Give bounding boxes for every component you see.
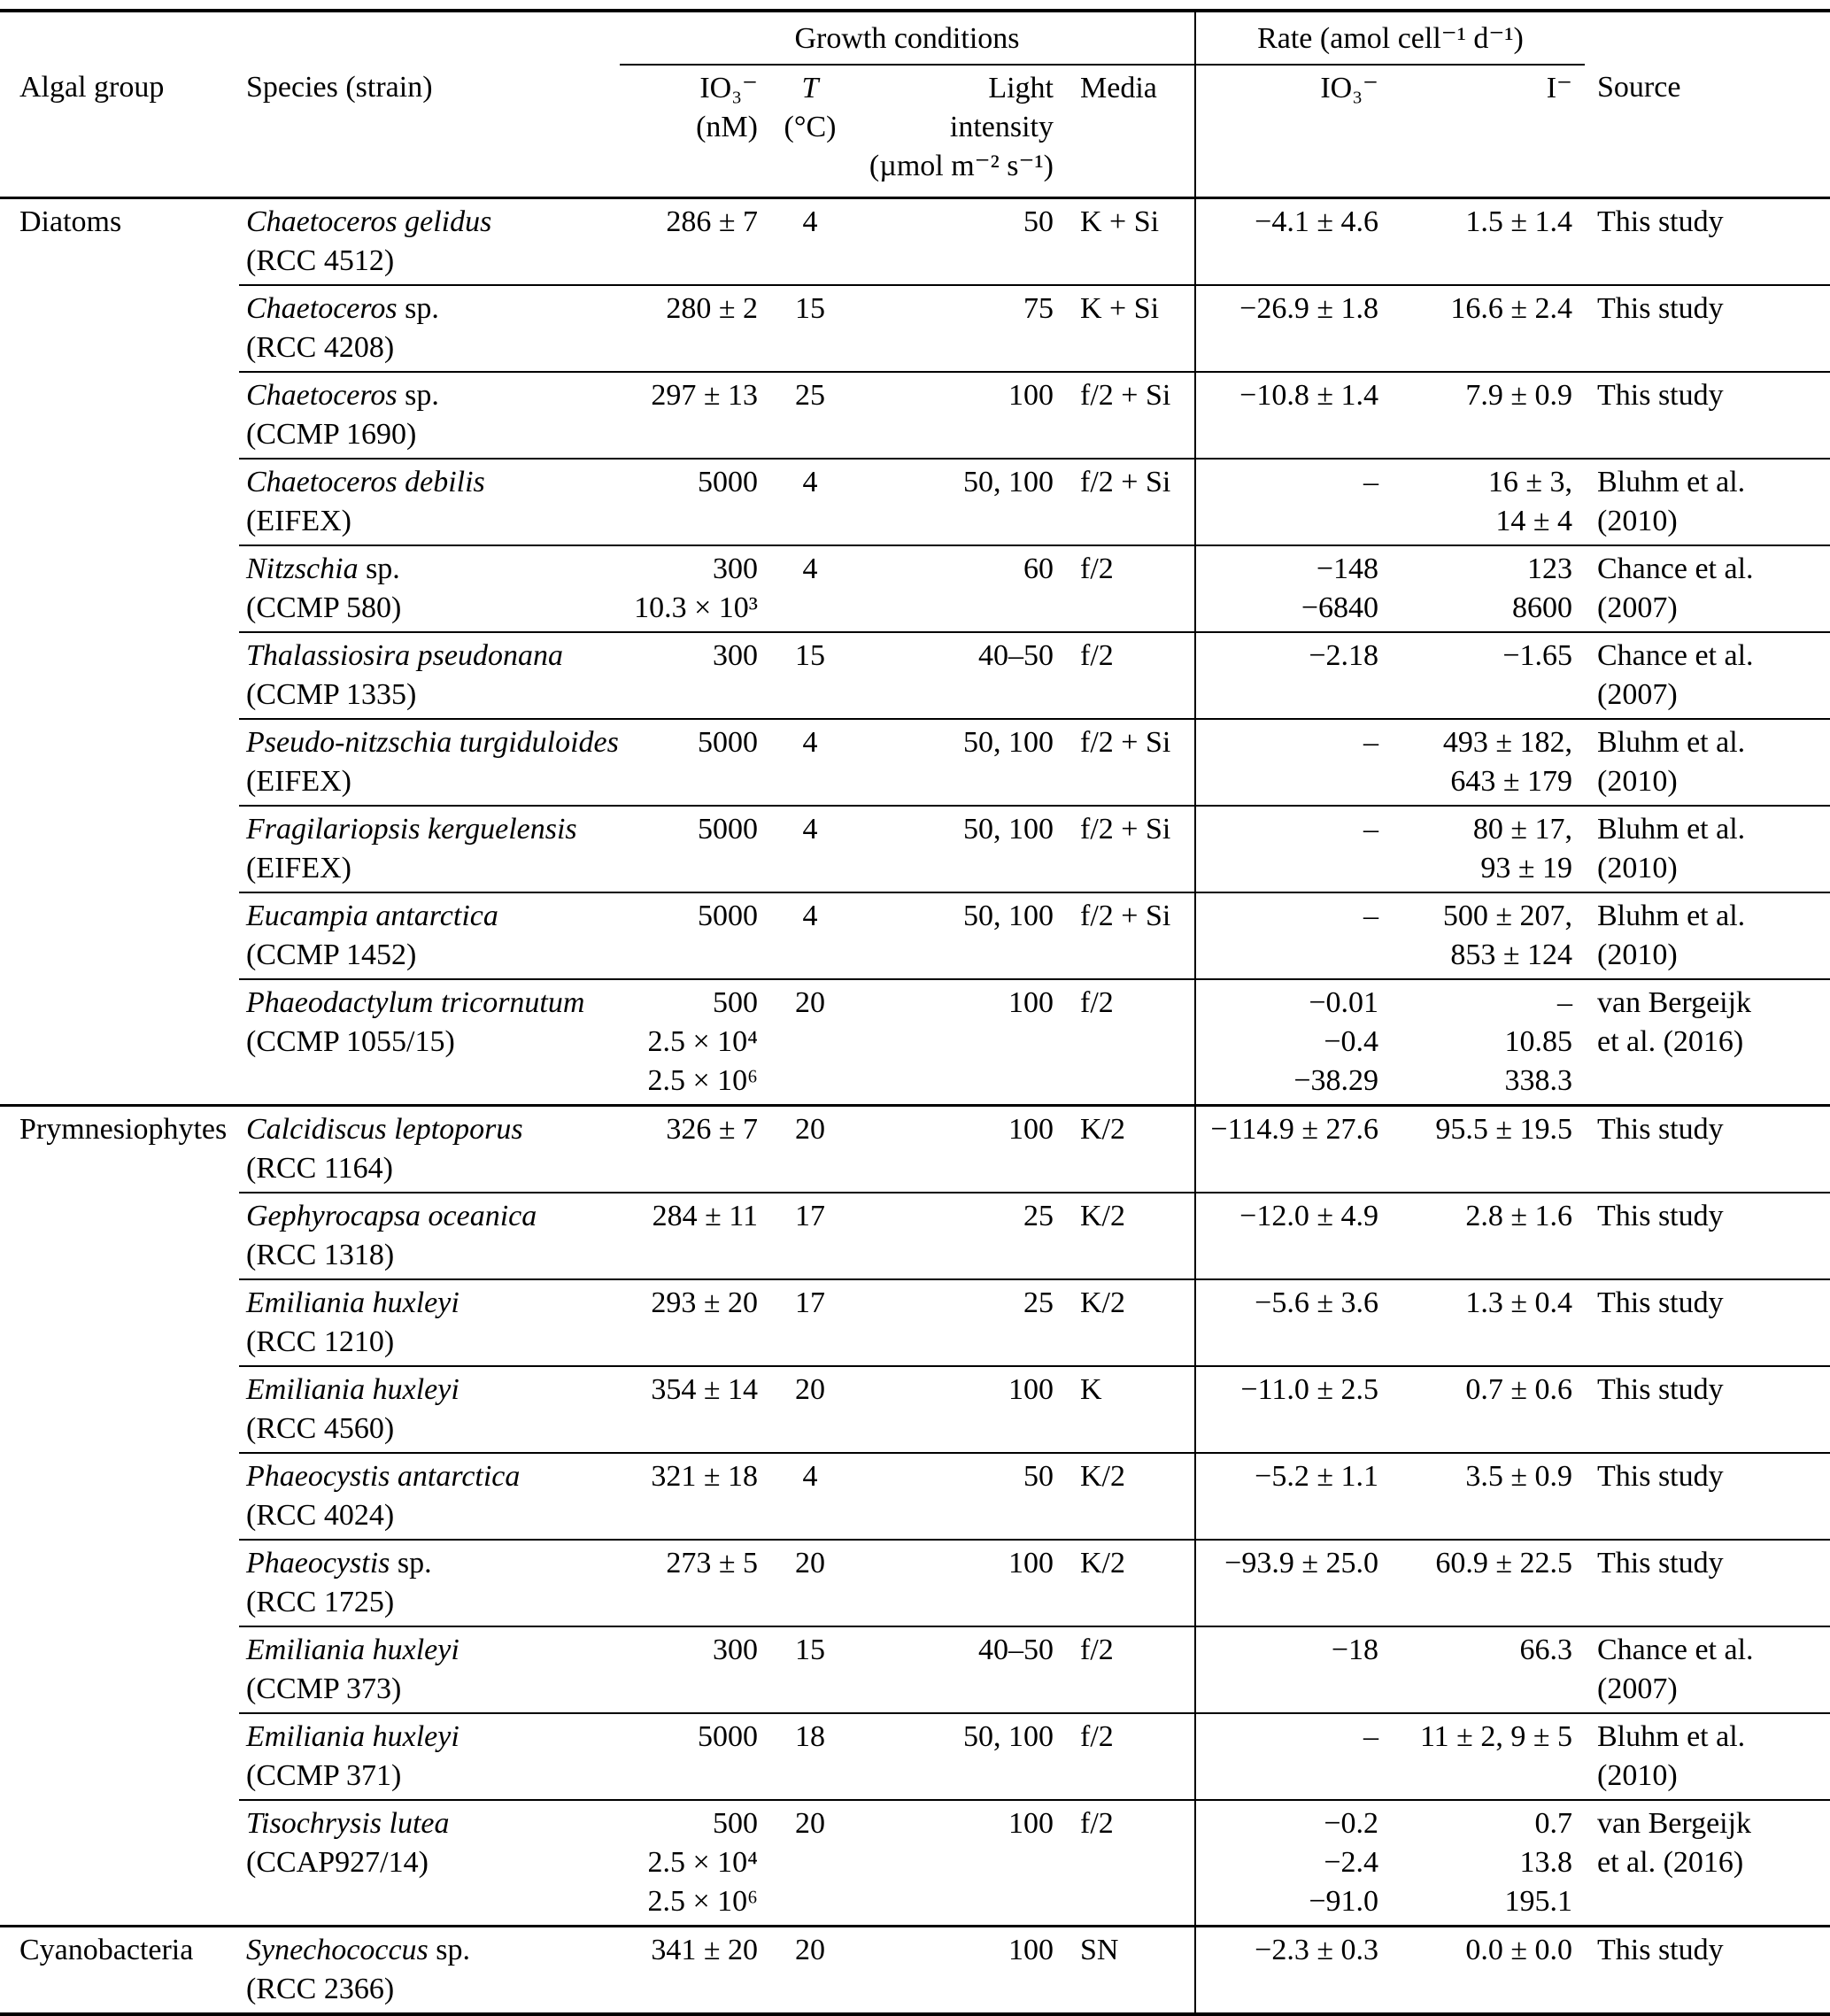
species-name: Emiliania huxleyi [246, 1286, 459, 1319]
source-cell: Bluhm et al. (2010) [1585, 719, 1830, 806]
rate-iodide-cell: 493 ± 182, 643 ± 179 [1386, 719, 1585, 806]
strain-label: (RCC 1725) [246, 1586, 395, 1618]
table-row [0, 1366, 1830, 1453]
strain-label: (CCMP 1452) [246, 938, 417, 971]
header-temperature [761, 65, 859, 198]
rate-iodide-cell: −1.65 [1386, 632, 1585, 719]
temperature-cell: 4 [761, 545, 859, 632]
rate-io3-cell: −18 [1195, 1626, 1386, 1713]
media-cell: K/2 [1062, 1453, 1195, 1540]
algal-group-cell: Diatoms [19, 205, 122, 238]
table-row [0, 806, 1830, 892]
species-cell [239, 1366, 620, 1453]
light-intensity-cell: 40–50 [859, 1626, 1062, 1713]
rate-iodide-cell: 95.5 ± 19.5 [1386, 1106, 1585, 1193]
io3-concentration-cell: 5000 [620, 459, 761, 545]
header-rate: Rate (amol cell⁻¹ d⁻¹) [1195, 11, 1585, 65]
table-row [0, 1713, 1830, 1800]
io3-concentration-cell: 273 ± 5 [620, 1540, 761, 1626]
io3-concentration-cell: 326 ± 7 [620, 1106, 761, 1193]
source-cell: Chance et al. (2007) [1585, 545, 1830, 632]
species-cell [239, 979, 620, 1106]
source-cell: This study [1597, 205, 1724, 238]
source-cell: This study [1585, 1366, 1830, 1453]
algal-group-cell [0, 1713, 239, 1800]
strain-label: (RCC 4024) [246, 1499, 395, 1532]
table-row [0, 979, 1830, 1106]
rate-iodide-cell: 11 ± 2, 9 ± 5 [1386, 1713, 1585, 1800]
io3-concentration-cell: 354 ± 14 [620, 1366, 761, 1453]
temperature-cell: 20 [761, 1927, 859, 2015]
io3-concentration-cell: 284 ± 11 [620, 1193, 761, 1279]
source-cell: Bluhm et al. (2010) [1585, 892, 1830, 979]
temperature-cell: 17 [761, 1279, 859, 1366]
rate-iodide-cell: 123 8600 [1386, 545, 1585, 632]
io3-concentration-cell: 500 2.5 × 10⁴ 2.5 × 10⁶ [620, 1800, 761, 1927]
algal-group-cell [0, 979, 239, 1106]
light-unit: (µmol m⁻² s⁻¹) [869, 150, 1054, 182]
io3-concentration-cell: 280 ± 2 [620, 285, 761, 372]
species-cell [239, 1279, 620, 1366]
species-cell [239, 1193, 620, 1279]
rate-io3-cell: −4.1 ± 4.6 [1195, 198, 1386, 286]
source-cell: Bluhm et al. (2010) [1585, 459, 1830, 545]
rate-iodide-cell: 0.7 ± 0.6 [1386, 1366, 1585, 1453]
temperature-cell: 15 [761, 632, 859, 719]
species-name: Gephyrocapsa oceanica [246, 1200, 537, 1232]
algal-group-cell [0, 632, 239, 719]
strain-label: (CCMP 580) [246, 591, 402, 624]
species-name: Phaeocystis [246, 1547, 390, 1580]
table-row [0, 1453, 1830, 1540]
species-name: Phaeocystis antarctica [246, 1460, 521, 1493]
io3-concentration-cell: 293 ± 20 [620, 1279, 761, 1366]
rate-io3-cell: −26.9 ± 1.8 [1195, 285, 1386, 372]
io3-unit: (nM) [696, 111, 758, 143]
table-row [0, 545, 1830, 632]
table-row [0, 372, 1830, 459]
algal-group-cell [0, 1279, 239, 1366]
strain-label: (RCC 1318) [246, 1239, 395, 1271]
media-cell: f/2 + Si [1062, 892, 1195, 979]
source-cell: Bluhm et al. (2010) [1585, 1713, 1830, 1800]
header-io3 [620, 65, 761, 198]
algal-group-cell [0, 1453, 239, 1540]
algal-group-cell: Prymnesiophytes [0, 1106, 239, 1193]
header-source: Source [1585, 65, 1830, 198]
rate-iodide-cell: 60.9 ± 22.5 [1386, 1540, 1585, 1626]
light-intensity-cell: 25 [859, 1193, 1062, 1279]
io3-concentration-cell: 321 ± 18 [620, 1453, 761, 1540]
light-intensity-cell: 100 [859, 979, 1062, 1106]
media-cell: f/2 [1062, 979, 1195, 1106]
media-cell: K [1062, 1366, 1195, 1453]
light-intensity-cell: 50, 100 [859, 892, 1062, 979]
rate-io3-cell: −0.2 −2.4 −91.0 [1195, 1800, 1386, 1927]
header-species: Species (strain) [239, 65, 620, 198]
source-cell: This study [1585, 1540, 1830, 1626]
header-rate-iodide: I⁻ [1386, 65, 1585, 198]
media-cell: K + Si [1080, 205, 1160, 238]
source-cell: This study [1585, 1106, 1830, 1193]
source-cell: van Bergeijk et al. (2016) [1585, 979, 1830, 1106]
species-cell [239, 198, 620, 286]
io3-concentration-cell: 5000 [620, 892, 761, 979]
table-row [0, 459, 1830, 545]
algal-group-cell [0, 1626, 239, 1713]
light-intensity-cell: 50, 100 [859, 719, 1062, 806]
strain-label: (CCMP 371) [246, 1759, 402, 1792]
rate-iodide-cell: 3.5 ± 0.9 [1386, 1453, 1585, 1540]
table-row [0, 1279, 1830, 1366]
table-header [0, 11, 1830, 198]
rate-io3-cell: −11.0 ± 2.5 [1195, 1366, 1386, 1453]
temp-unit: (°C) [784, 111, 837, 143]
strain-label: (CCMP 1055/15) [246, 1025, 455, 1058]
rate-iodide-cell: 16 ± 3, 14 ± 4 [1386, 459, 1585, 545]
species-name: Nitzschia [246, 552, 359, 585]
species-cell [239, 806, 620, 892]
table-row [0, 198, 1830, 286]
light-line1: Light [988, 72, 1054, 104]
header-media: Media [1062, 65, 1195, 198]
io3-concentration-cell: 5000 [620, 719, 761, 806]
media-cell: K + Si [1062, 285, 1195, 372]
strain-label: (EIFEX) [246, 852, 351, 884]
species-cell [239, 1453, 620, 1540]
rate-iodide-cell: 7.9 ± 0.9 [1386, 372, 1585, 459]
light-intensity-cell: 100 [859, 1106, 1062, 1193]
strain-label: (RCC 2366) [246, 1973, 395, 2005]
species-cell [239, 892, 620, 979]
temperature-cell: 20 [761, 1540, 859, 1626]
rate-io3-cell: −2.18 [1195, 632, 1386, 719]
species-name: Phaeodactylum tricornutum [246, 986, 585, 1019]
strain-label: (EIFEX) [246, 765, 351, 798]
table-row [0, 719, 1830, 806]
rate-io3-cell: – [1195, 459, 1386, 545]
species-name: Fragilariopsis kerguelensis [246, 813, 577, 846]
rate-io3-cell: – [1195, 719, 1386, 806]
media-cell: f/2 + Si [1062, 372, 1195, 459]
species-name: Chaetoceros [246, 379, 398, 412]
light-intensity-cell: 50 [1023, 205, 1054, 238]
temperature-cell: 4 [802, 205, 818, 238]
strain-label: (RCC 4208) [246, 331, 395, 364]
io3-concentration-cell: 300 [620, 632, 761, 719]
temperature-cell: 20 [761, 1800, 859, 1927]
header-growth-conditions: Growth conditions [620, 11, 1195, 65]
light-intensity-cell: 50, 100 [859, 459, 1062, 545]
rate-io3-cell: −2.3 ± 0.3 [1195, 1927, 1386, 2015]
header-rate-io3: IO₃⁻ [1195, 65, 1386, 198]
strain-label: (RCC 4560) [246, 1412, 395, 1445]
rate-io3-cell: −12.0 ± 4.9 [1195, 1193, 1386, 1279]
strain-label: (CCMP 1335) [246, 678, 417, 711]
light-intensity-cell: 60 [859, 545, 1062, 632]
algal-group-cell [0, 806, 239, 892]
light-intensity-cell: 50 [859, 1453, 1062, 1540]
table-row [0, 892, 1830, 979]
species-cell [239, 1106, 620, 1193]
species-name: Tisochrysis lutea [246, 1807, 450, 1840]
rate-iodide-cell: 0.0 ± 0.0 [1386, 1927, 1585, 2015]
species-name: Thalassiosira pseudonana [246, 639, 563, 672]
temperature-cell: 20 [761, 1366, 859, 1453]
algal-group-cell [0, 372, 239, 459]
light-intensity-cell: 100 [859, 372, 1062, 459]
algal-group-cell [0, 719, 239, 806]
media-cell: f/2 + Si [1062, 806, 1195, 892]
species-name: Synechococcus [246, 1934, 429, 1966]
temperature-cell: 20 [761, 1106, 859, 1193]
media-cell: f/2 + Si [1062, 719, 1195, 806]
header-blank-source [1585, 11, 1830, 65]
light-intensity-cell: 50, 100 [859, 806, 1062, 892]
species-cell: Phaeocystis sp. (RCC 1725) [239, 1540, 620, 1626]
io3-concentration-cell: 286 ± 7 [666, 205, 758, 238]
algal-group-cell [0, 1193, 239, 1279]
temperature-cell: 18 [761, 1713, 859, 1800]
temperature-cell: 4 [761, 806, 859, 892]
table-body [0, 198, 1830, 2015]
table-row [0, 1626, 1830, 1713]
media-cell: f/2 [1062, 1800, 1195, 1927]
media-cell: K/2 [1062, 1540, 1195, 1626]
table-row [0, 285, 1830, 372]
rate-io3-cell: −148 −6840 [1195, 545, 1386, 632]
source-cell: van Bergeijk et al. (2016) [1585, 1800, 1830, 1927]
table-row [0, 1800, 1830, 1927]
media-cell: K/2 [1062, 1106, 1195, 1193]
algal-group-cell: Cyanobacteria [0, 1927, 239, 2015]
io3-concentration-cell: 300 [620, 1626, 761, 1713]
species-cell: Chaetoceros sp. (CCMP 1690) [239, 372, 620, 459]
species-name: Emiliania huxleyi [246, 1720, 459, 1753]
media-cell: f/2 [1062, 1626, 1195, 1713]
rate-io3-cell: – [1195, 806, 1386, 892]
table-row [0, 632, 1830, 719]
rate-iodide-cell: 2.8 ± 1.6 [1386, 1193, 1585, 1279]
header-algal-group: Algal group [0, 65, 239, 198]
table-row [0, 1106, 1830, 1193]
algal-group-cell [0, 545, 239, 632]
table-row [0, 1927, 1830, 2015]
species-cell [239, 1800, 620, 1927]
temperature-cell: 4 [761, 1453, 859, 1540]
light-intensity-cell: 100 [859, 1540, 1062, 1626]
species-cell [239, 1713, 620, 1800]
rate-io3-cell: −0.01 −0.4 −38.29 [1195, 979, 1386, 1106]
species-name: Calcidiscus leptoporus [246, 1113, 523, 1146]
rate-io3-cell: – [1195, 892, 1386, 979]
rate-iodide-cell: 80 ± 17, 93 ± 19 [1386, 806, 1585, 892]
source-cell: This study [1585, 1927, 1830, 2015]
species-cell [239, 632, 620, 719]
species-name: Emiliania huxleyi [246, 1373, 459, 1406]
temperature-cell: 4 [761, 459, 859, 545]
algal-group-cell [0, 1800, 239, 1927]
table-row [0, 1540, 1830, 1626]
algal-rates-table [0, 9, 1830, 2016]
header-column-row [0, 65, 1830, 198]
rate-iodide-cell: – 10.85 338.3 [1386, 979, 1585, 1106]
temperature-cell: 15 [761, 1626, 859, 1713]
media-cell: K/2 [1062, 1279, 1195, 1366]
strain-label: (RCC 4512) [246, 244, 395, 277]
rate-iodide-cell: 0.7 13.8 195.1 [1386, 1800, 1585, 1927]
algal-group-cell [0, 1366, 239, 1453]
rate-io3-cell: −10.8 ± 1.4 [1195, 372, 1386, 459]
light-line2: intensity [949, 111, 1054, 143]
rate-io3-cell: −5.2 ± 1.1 [1195, 1453, 1386, 1540]
header-light-intensity [859, 65, 1062, 198]
species-name: Emiliania huxleyi [246, 1634, 459, 1666]
source-cell: This study [1585, 1279, 1830, 1366]
species-name: Chaetoceros debilis [246, 466, 485, 498]
io3-concentration-cell: 500 2.5 × 10⁴ 2.5 × 10⁶ [620, 979, 761, 1106]
io3-concentration-cell: 5000 [620, 1713, 761, 1800]
io3-concentration-cell: 297 ± 13 [620, 372, 761, 459]
species-cell: Chaetoceros sp. (RCC 4208) [239, 285, 620, 372]
temperature-cell: 15 [761, 285, 859, 372]
io3-concentration-cell: 300 10.3 × 10³ [620, 545, 761, 632]
rate-iodide-cell: 66.3 [1386, 1626, 1585, 1713]
light-intensity-cell: 40–50 [859, 632, 1062, 719]
rate-io3-cell: −93.9 ± 25.0 [1195, 1540, 1386, 1626]
temperature-cell: 4 [761, 892, 859, 979]
light-intensity-cell: 75 [859, 285, 1062, 372]
source-cell: This study [1585, 372, 1830, 459]
rate-io3-cell: −114.9 ± 27.6 [1195, 1106, 1386, 1193]
source-cell: Bluhm et al. (2010) [1585, 806, 1830, 892]
species-name: Pseudo-nitzschia turgiduloides [246, 726, 619, 759]
light-intensity-cell: 25 [859, 1279, 1062, 1366]
media-cell: f/2 [1062, 632, 1195, 719]
source-cell: This study [1585, 1193, 1830, 1279]
algal-group-cell [0, 892, 239, 979]
species-name: Eucampia antarctica [246, 900, 498, 932]
species-cell [239, 1626, 620, 1713]
rate-iodide-cell: 1.3 ± 0.4 [1386, 1279, 1585, 1366]
header-blank [0, 11, 620, 65]
strain-label: (CCAP927/14) [246, 1846, 429, 1879]
strain-label: (RCC 1164) [246, 1152, 393, 1185]
media-cell: f/2 [1062, 1713, 1195, 1800]
species-cell: Nitzschia sp. (CCMP 580) [239, 545, 620, 632]
species-cell [239, 719, 620, 806]
rate-iodide-cell: 1.5 ± 1.4 [1465, 205, 1572, 238]
temperature-cell: 20 [761, 979, 859, 1106]
light-intensity-cell: 50, 100 [859, 1713, 1062, 1800]
species-name: Chaetoceros gelidus [246, 205, 492, 238]
species-cell: Synechococcus sp. (RCC 2366) [239, 1927, 620, 2015]
source-cell: Chance et al. (2007) [1585, 1626, 1830, 1713]
algal-group-cell [0, 1540, 239, 1626]
media-cell: f/2 [1062, 545, 1195, 632]
media-cell: f/2 + Si [1062, 459, 1195, 545]
rate-io3-cell: −5.6 ± 3.6 [1195, 1279, 1386, 1366]
rate-io3-cell: – [1195, 1713, 1386, 1800]
media-cell: K/2 [1062, 1193, 1195, 1279]
temperature-cell: 17 [761, 1193, 859, 1279]
rate-iodide-cell: 16.6 ± 2.4 [1386, 285, 1585, 372]
strain-label: (EIFEX) [246, 505, 351, 537]
source-cell: This study [1585, 285, 1830, 372]
light-intensity-cell: 100 [859, 1800, 1062, 1927]
strain-label: (CCMP 1690) [246, 418, 417, 451]
io3-concentration-cell: 5000 [620, 806, 761, 892]
temperature-cell: 25 [761, 372, 859, 459]
rate-iodide-cell: 500 ± 207, 853 ± 124 [1386, 892, 1585, 979]
temp-symbol: T [801, 72, 819, 104]
light-intensity-cell: 100 [859, 1927, 1062, 2015]
io3-symbol: IO₃⁻ [699, 72, 758, 104]
strain-label: (CCMP 373) [246, 1672, 402, 1705]
species-name: Chaetoceros [246, 292, 398, 325]
header-span-row [0, 11, 1830, 65]
io3-concentration-cell: 341 ± 20 [620, 1927, 761, 2015]
algal-group-cell [0, 285, 239, 372]
source-cell: This study [1585, 1453, 1830, 1540]
strain-label: (RCC 1210) [246, 1325, 395, 1358]
table-row [0, 1193, 1830, 1279]
algal-group-cell [0, 459, 239, 545]
media-cell: SN [1062, 1927, 1195, 2015]
light-intensity-cell: 100 [859, 1366, 1062, 1453]
source-cell: Chance et al. (2007) [1585, 632, 1830, 719]
species-cell [239, 459, 620, 545]
temperature-cell: 4 [761, 719, 859, 806]
